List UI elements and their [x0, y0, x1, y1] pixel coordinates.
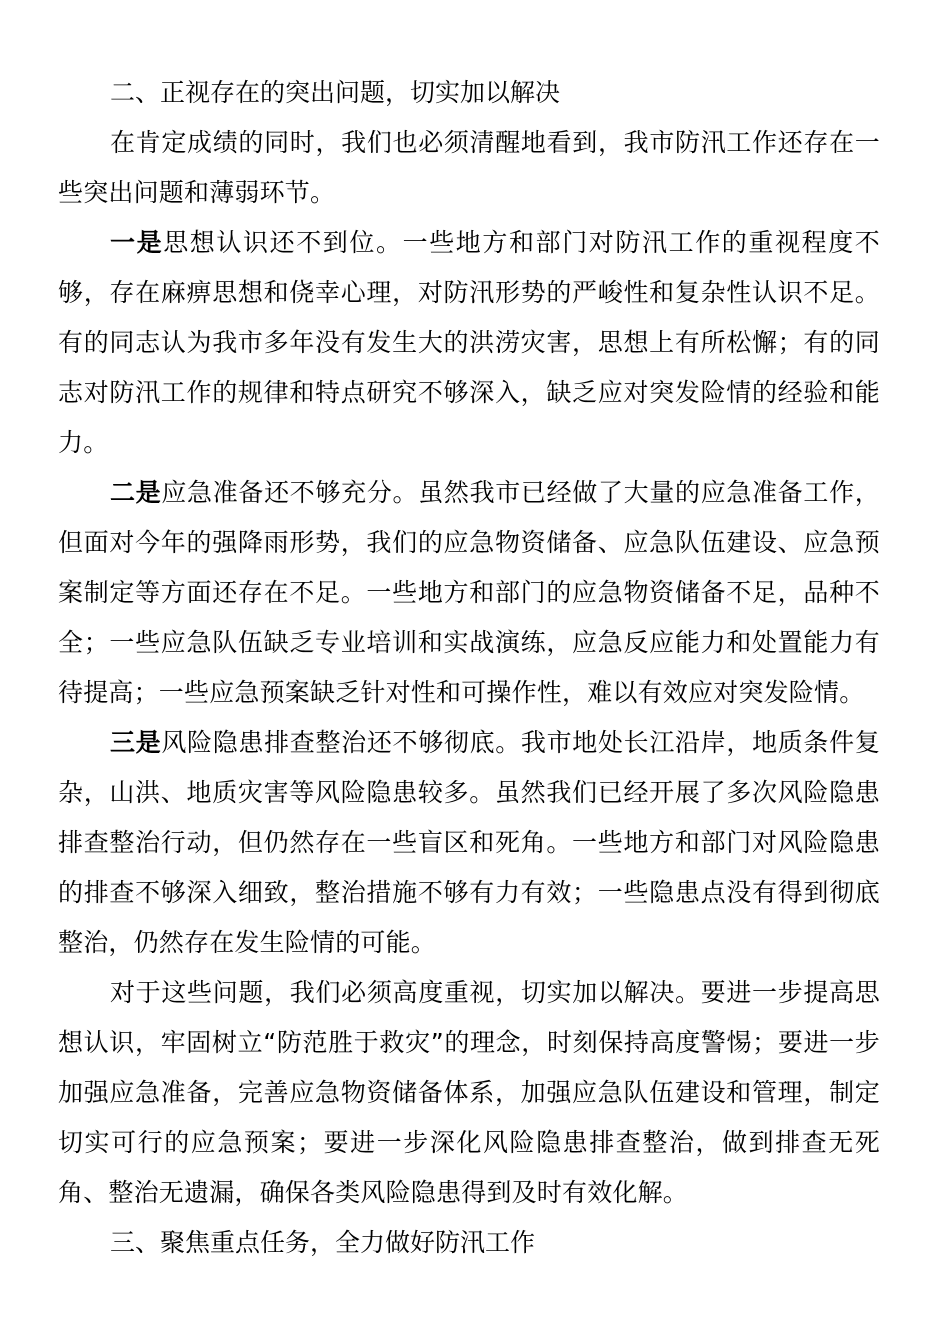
document-page — [58, 68, 880, 1268]
point-1 — [58, 218, 880, 468]
point-1-text: 思想认识还不到位。一些地方和部门对防汛工作的重视程度不够，存在麻痹思想和侥幸心理，对防汛形势的严峻性和复杂性认识不足。有的同志认为我市多年没有发生大的洪涝灾害，思想上有所松懈；有的同志对防汛工作的规律和特点研究不够深入，缺乏应对突发险情的经验和能力。 — [58, 228, 880, 457]
point-1-lead: 一是 — [110, 228, 164, 257]
point-3-text: 风险隐患排查整治还不够彻底。我市地处长江沿岸，地质条件复杂，山洪、地质灾害等风险隐患较多。虽然我们已经开展了多次风险隐患排查整治行动，但仍然存在一些盲区和死角。一些地方和部门对风险隐患的排查不够深入细致，整治措施不够有力有效；一些隐患点没有得到彻底整治，仍然存在发生险情的可能。 — [58, 728, 880, 957]
section-2-intro: 在肯定成绩的同时，我们也必须清醒地看到，我市防汛工作还存在一些突出问题和薄弱环节。 — [58, 128, 880, 207]
point-2-text: 应急准备还不够充分。虽然我市已经做了大量的应急准备工作，但面对今年的强降雨形势，我们的应急物资储备、应急队伍建设、应急预案制定等方面还存在不足。一些地方和部门的应急物资储备不足，品种不全；一些应急队伍缺乏专业培训和实战演练，应急反应能力和处置能力有待提高；一些应急预案缺乏针对性和可操作性，难以有效应对突发险情。 — [58, 478, 880, 707]
point-3 — [58, 718, 880, 968]
section-3-heading: 三、聚焦重点任务，全力做好防汛工作 — [110, 1228, 536, 1257]
section-2-heading: 二、正视存在的突出问题，切实加以解决 — [110, 78, 561, 107]
point-2-lead: 二是 — [110, 478, 162, 507]
point-2 — [58, 468, 880, 718]
section-2-conclusion: 对于这些问题，我们必须高度重视，切实加以解决。要进一步提高思想认识，牢固树立“防范胜于救灾”的理念，时刻保持高度警惕；要进一步加强应急准备，完善应急物资储备体系，加强应急队伍建设和管理，制定切实可行的应急预案；要进一步深化风险隐患排查整治，做到排查无死角、整治无遗漏，确保各类风险隐患得到及时有效化解。 — [58, 978, 880, 1207]
point-3-lead: 三是 — [110, 728, 162, 757]
